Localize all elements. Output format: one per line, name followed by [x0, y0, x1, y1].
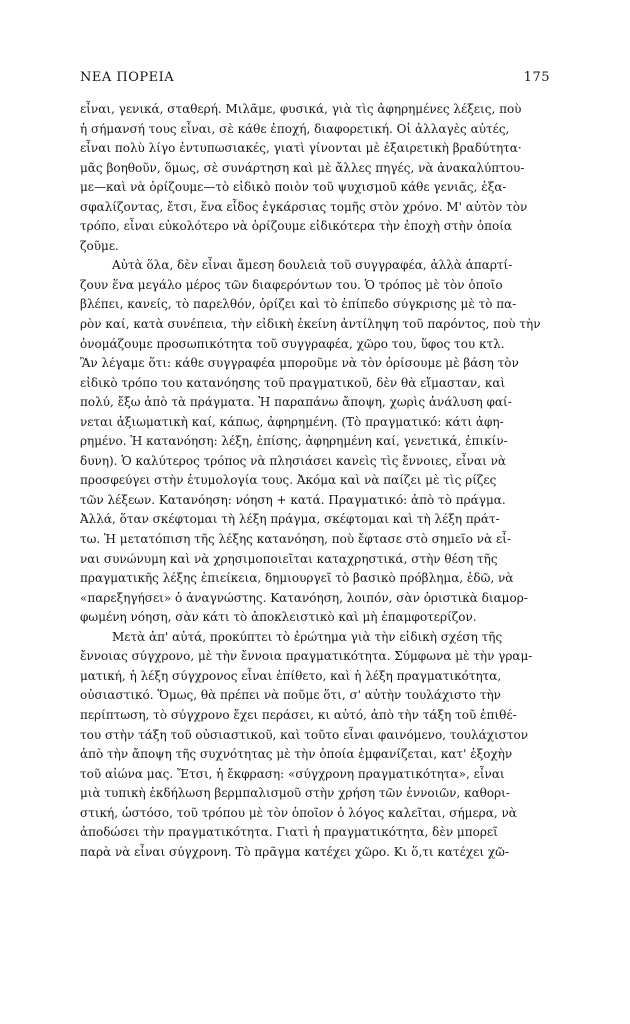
text-line: τρόπο, εἶναι εὐκολότερο νὰ ὁρίζουμε εἰδικότερα τὴν ἐποχὴ στὴν ὁποία — [80, 219, 513, 234]
text-line: του στὴν τάξη τοῦ οὐσιαστικοῦ, καὶ τοῦτο εἶναι φαινόμενο, τουλάχιστον — [80, 727, 529, 742]
text-line: φωμένη νόηση, σὰν κάτι τὸ ἀποκλειστικὸ καὶ μὴ ἐπαμφοτερίζον. — [80, 610, 477, 625]
text-line: εἶναι, γενικά, σταθερή. Μιλᾶμε, φυσικά, γιὰ τὶς ἀφηρημένες λέξεις, ποὺ — [80, 102, 522, 116]
text-line: τῶν λέξεων. Κατανόηση: νόηση + κατά. Πραγματικό: ἀπὸ τὸ πράγμα. — [80, 492, 506, 507]
text-line: πολύ, ἔξω ἀπὸ τὰ πράγματα. Ἡ παραπάνω ἄποψη, χωρὶς ἀνάλυση φαί- — [80, 395, 512, 410]
text-line: ἡ σήμανσή τους εἶναι, σὲ κάθε ἐποχή, διαφορετική. Οἱ ἀλλαγὲς αὐτές, — [80, 121, 510, 136]
page-number: 175 — [523, 70, 550, 85]
text-line: Ἀλλά, ὅταν σκέφτομαι τὴ λέξη πράγμα, σκέφτομαι καὶ τὴ λέξη πράτ- — [80, 512, 500, 527]
text-line: προσφεύγει στὴν ἐτυμολογία τους. Ἀκόμα καὶ νὰ παίζει μὲ τὶς ρίζες — [80, 473, 497, 488]
text-line: οὐσιαστικό. Ὅμως, θὰ πρέπει νὰ ποῦμε ὅτι, σ' αὐτὴν τουλάχιστο τὴν — [80, 688, 501, 703]
text-line: ζουν ἕνα μεγάλο μέρος τῶν διαφερόντων του. Ὁ τρόπος μὲ τὸν ὁποῖο — [80, 277, 503, 292]
text-line: μιὰ τυπικὴ ἐκδήλωση βερμπαλισμοῦ στὴν χρήση τῶν ἐννοιῶν, καθορι- — [80, 786, 510, 801]
text-line: ἀπὸ τὴν ἄποψη τῆς συχνότητας μὲ τὴν ὁποία ἐμφανίζεται, κατ' ἐξοχὴν — [80, 747, 513, 762]
text-line: σφαλίζοντας, ἔτσι, ἕνα εἶδος ἐγκάρσιας τομῆς στὸν χρόνο. Μ' αὐτὸν τὸν — [80, 199, 528, 214]
text-line: μᾶς βοηθοῦν, ὅμως, σὲ συνάρτηση καὶ μὲ ἄλλες πηγές, νὰ ἀνακαλύπτου- — [80, 160, 525, 175]
text-line: ναι συνώνυμη καὶ νὰ χρησιμοποιεῖται καταχρηστικά, στὴν θέση τῆς — [80, 551, 498, 566]
text-line: «παρεξηγήσει» ὁ ἀναγνώστης. Κατανόηση, λοιπόν, σὰν ὁριστικὰ διαμορ- — [80, 590, 528, 605]
text-line: ὀνομάζουμε προσωπικότητα τοῦ συγγραφέα, χῶρο του, ὕφος του κτλ. — [80, 336, 505, 351]
text-line: πραγματικῆς λέξης ἐπιείκεια, δημιουργεῖ τὸ βασικὸ πρόβλημα, ἐδῶ, νὰ — [80, 571, 514, 586]
paragraph-first-line: Αὐτὰ ὅλα, δὲν εἶναι ἄμεση δουλειὰ τοῦ συγγραφέα, ἀλλὰ ἀπαρτί- — [112, 258, 513, 273]
text-line: εἰδικὸ τρόπο του κατανόησης τοῦ πραγματικοῦ, δὲν θὰ εἴμασταν, καὶ — [80, 375, 506, 390]
running-title: ΝΕΑ ΠΟΡΕΙΑ — [80, 70, 175, 85]
body-text — [80, 100, 550, 862]
text-line: ματική, ἡ λέξη σύγχρονος εἶναι ἐπίθετο, καὶ ἡ λέξη πραγματικότητα, — [80, 668, 502, 683]
text-line: περίπτωση, τὸ σύγχρονο ἔχει περάσει, κι αὐτό, ἀπὸ τὴν τάξη τοῦ ἐπιθέ- — [80, 707, 517, 722]
text-line: νεται ἀξιωματικὴ καί, κάπως, ἀφηρημένη. (Τὸ πραγματικό: κάτι ἀφη- — [80, 414, 504, 429]
text-line: ἀποδώσει τὴν πραγματικότητα. Γιατὶ ἡ πραγματικότητα, δὲν μπορεῖ — [80, 825, 498, 840]
running-header — [80, 70, 550, 85]
text-line: βλέπει, κανείς, τὸ παρελθόν, ὁρίζει καὶ τὸ ἐπίπεδο σύγκρισης μὲ τὸ πα- — [80, 297, 517, 312]
paragraph-first-line: Μετὰ ἀπ' αὐτά, προκύπτει τὸ ἐρώτημα γιὰ τὴν εἰδικὴ σχέση τῆς — [112, 629, 503, 644]
text-line: εἶναι πολὺ λίγο ἐντυπωσιακές, γιατὶ γίνονται μὲ ἐξαιρετικὴ βραδύτητα· — [80, 141, 522, 156]
text-line: παρὰ νὰ εἶναι σύγχρονη. Τὸ πρᾶγμα κατέχει χῶρο. Κι ὅ,τι κατέχει χῶ- — [80, 844, 510, 859]
text-line: ρημένο. Ἡ κατανόηση: λέξη, ἐπίσης, ἀφηρημένη καί, γενετικά, ἐπικίν- — [80, 434, 508, 449]
text-line: τω. Ἡ μετατόπιση τῆς λέξης κατανόηση, ποὺ ἔφτασε στὸ σημεῖο νὰ εἶ- — [80, 532, 511, 547]
text-line: στική, ὡστόσο, τοῦ τρόπου μὲ τὸν ὁποῖον ὁ λόγος καλεῖται, σήμερα, νὰ — [80, 805, 517, 820]
text-line: ζοῦμε. — [80, 238, 119, 253]
text-line: ἔννοιας σύγχρονο, μὲ τὴν ἔννοια πραγματικότητα. Σύμφωνα μὲ τὴν γραμ- — [80, 649, 533, 664]
text-line: δυνη). Ὁ καλύτερος τρόπος νὰ πλησιάσει κανεὶς τὶς ἔννοιες, εἶναι νὰ — [80, 453, 506, 468]
text-line: με—καὶ νὰ ὁρίζουμε—τὸ εἰδικὸ ποιὸν τοῦ ψυχισμοῦ κάθε γενιᾶς, ἐξα- — [80, 180, 507, 195]
text-line: Ἂν λέγαμε ὅτι: κάθε συγγραφέα μποροῦμε νὰ τὸν ὁρίσουμε μὲ βάση τὸν — [80, 356, 519, 371]
text-line: ρὸν καί, κατὰ συνέπεια, τὴν εἰδικὴ ἐκείνη ἀντίληψη τοῦ παρόντος, ποὺ τὴν — [80, 317, 541, 332]
text-line: τοῦ αἰώνα μας. Ἔτσι, ἡ ἔκφραση: «σύγχρονη πραγματικότητα», εἶναι — [80, 766, 505, 781]
